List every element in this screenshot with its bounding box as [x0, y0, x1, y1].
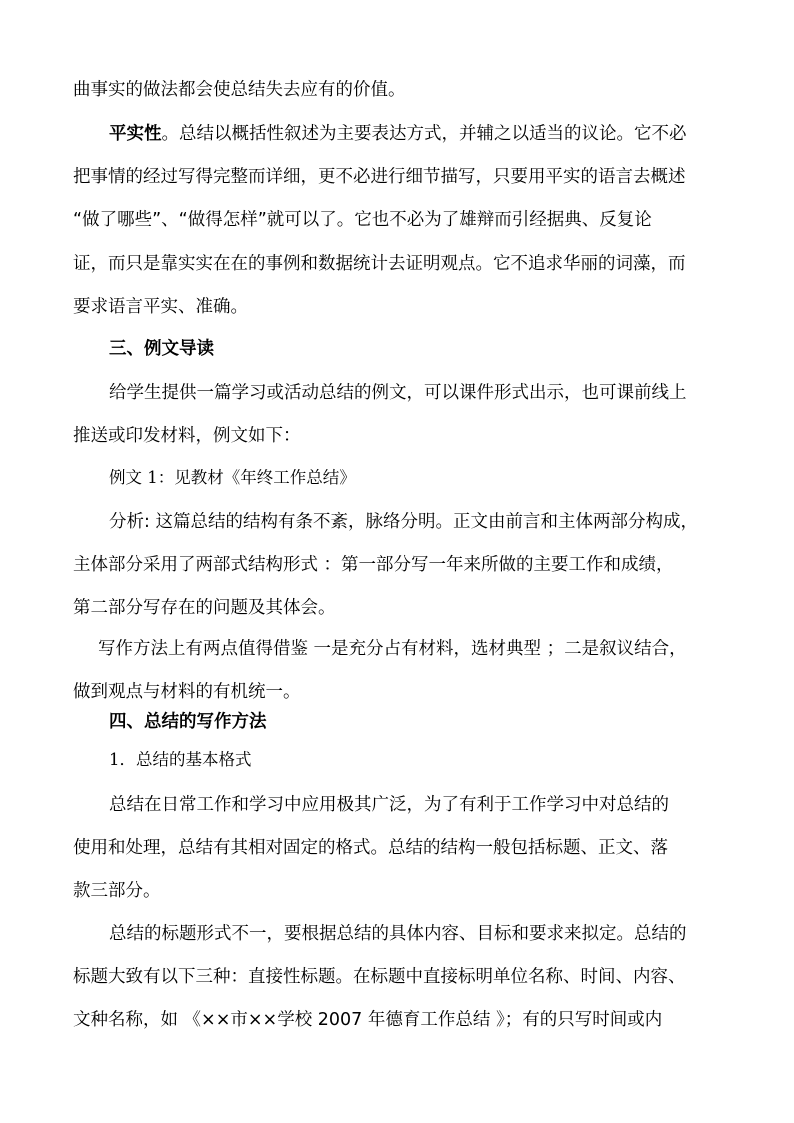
example-reference: 例文 1：见教材《年终工作总结》 — [109, 468, 356, 487]
section-heading-4: 四、总结的写作方法 — [109, 712, 267, 732]
paragraph-line: 证，而只是靠实实在在的事例和数据统计去证明观点。它不追求华丽的词藻，而 — [73, 254, 686, 274]
paragraph-line: 曲事实的做法都会使总结失去应有的价值。 — [73, 80, 406, 100]
paragraph-line: 文种名称，如 《××市××学校 2007 年德育工作总结 》；有的只写时间或内 — [73, 1010, 663, 1030]
term-pingshixing: 平实性 — [109, 124, 162, 144]
paragraph-line: 主体部分采用了两部式结构形式 ：第一部分写一年来所做的主要工作和成绩， — [73, 555, 674, 575]
paragraph-line: 写作方法上有两点值得借鉴 一是充分占有材料，选材典型 ；二是叙议结合， — [98, 639, 687, 659]
paragraph-line: 要求语言平实、准确。 — [73, 297, 248, 317]
paragraph-line: 使用和处理，总结有其相对固定的格式。总结的结构一般包括标题、正文、落 — [73, 838, 668, 858]
paragraph-line: 总结的标题形式不一，要根据总结的具体内容、目标和要求来拟定。总结的 — [109, 924, 687, 944]
paragraph-line: 款三部分。 — [73, 881, 161, 901]
paragraph-line: 第二部分写存在的问题及其体会。 — [73, 598, 336, 618]
paragraph-line: 给学生提供一篇学习或活动总结的例文，可以课件形式出示，也可课前线上 — [109, 383, 687, 403]
paragraph-line: 做到观点与材料的有机统一。 — [73, 682, 301, 702]
section-heading-3: 三、例文导读 — [109, 339, 214, 359]
paragraph-line: “做了哪些”、“做得怎样”就可以了。它也不必为了雄辩而引经据典、反复论 — [73, 210, 652, 230]
paragraph-line: 分析: 这篇总结的结构有条不紊，脉络分明。正文由前言和主体两部分构成， — [109, 512, 698, 532]
subsection-heading: 1．总结的基本格式 — [109, 750, 252, 769]
paragraph-line: 平实性。总结以概括性叙述为主要表达方式，并辅之以适当的议论。它不必 — [109, 124, 687, 144]
paragraph-line: 推送或印发材料，例文如下： — [73, 426, 301, 446]
paragraph-line: 把事情的经过写得完整而详细，更不必进行细节描写，只要用平实的语言去概述 — [73, 167, 686, 187]
paragraph-line: 总结在日常工作和学习中应用极其广泛，为了有利于工作学习中对总结的 — [109, 795, 669, 815]
paragraph-line: 标题大致有以下三种：直接性标题。在标题中直接标明单位名称、时间、内容、 — [73, 967, 686, 987]
